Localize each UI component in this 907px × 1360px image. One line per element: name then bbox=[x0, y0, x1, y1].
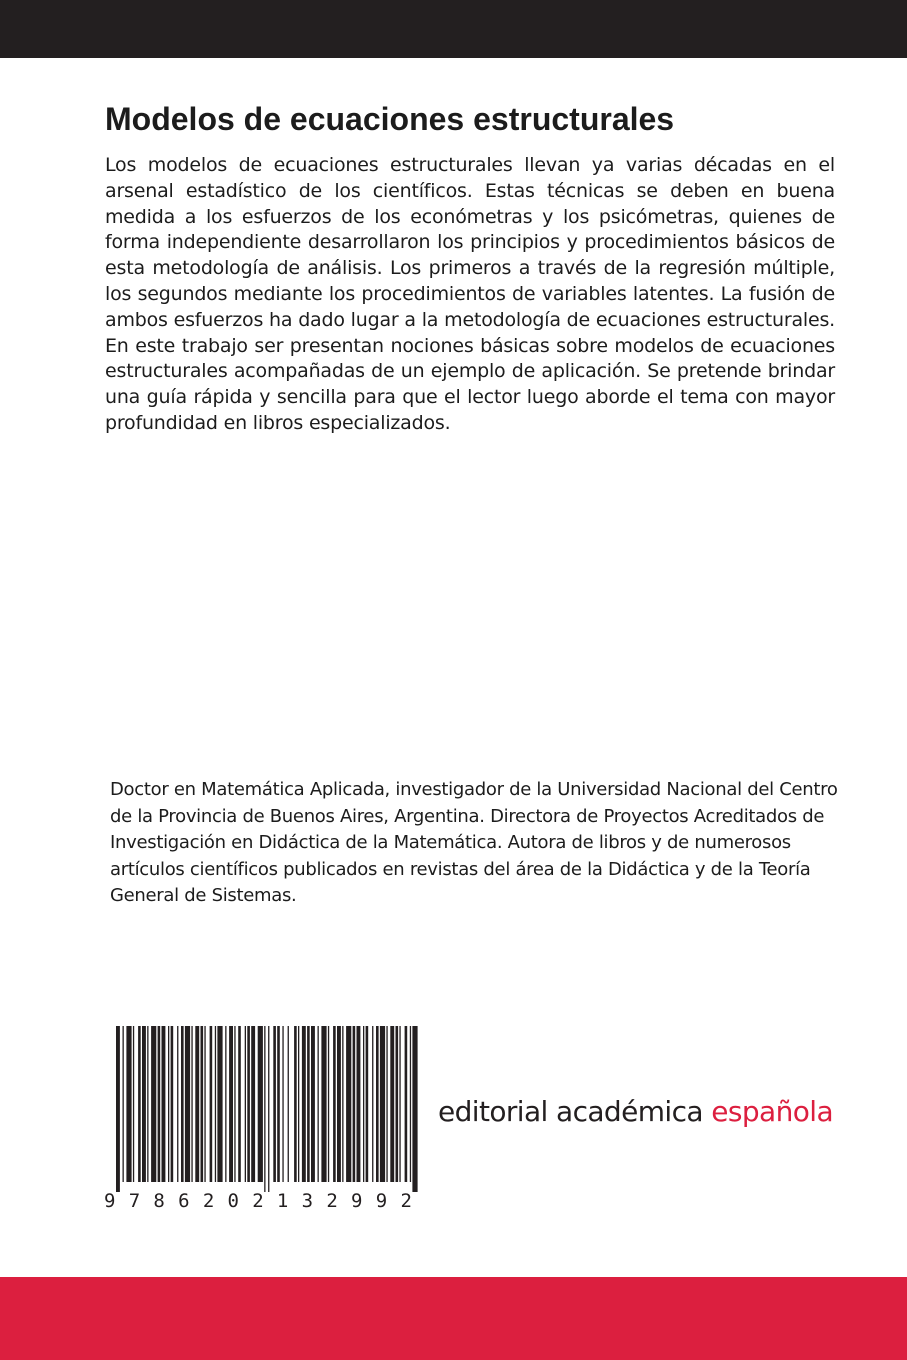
barcode-bar bbox=[126, 1026, 131, 1182]
isbn-digit: 7 bbox=[128, 1190, 141, 1212]
barcode-bar bbox=[405, 1026, 408, 1182]
barcode-bar bbox=[123, 1026, 124, 1182]
barcode-bar bbox=[158, 1026, 161, 1182]
barcode-bar bbox=[412, 1026, 417, 1192]
barcode-bar bbox=[210, 1026, 213, 1182]
barcode-bars-icon bbox=[100, 1020, 420, 1192]
publisher-name-accent: española bbox=[711, 1095, 834, 1128]
barcode-bar bbox=[217, 1026, 222, 1182]
publisher-name: editorial académica bbox=[438, 1095, 703, 1128]
isbn-digit: 2 bbox=[400, 1190, 412, 1212]
isbn-digit: 3 bbox=[301, 1190, 314, 1212]
barcode-bar bbox=[177, 1026, 178, 1182]
barcode-bar bbox=[168, 1026, 169, 1182]
barcode-bar bbox=[390, 1026, 394, 1182]
barcode-bar bbox=[162, 1026, 166, 1182]
barcode-bar bbox=[264, 1026, 265, 1192]
barcode-bar bbox=[251, 1026, 255, 1182]
bottom-red-band bbox=[0, 1277, 907, 1360]
barcode-bar bbox=[238, 1026, 241, 1182]
barcode-bar bbox=[185, 1026, 190, 1182]
barcode-bar bbox=[201, 1026, 204, 1182]
barcode-bar bbox=[386, 1026, 387, 1182]
isbn-digit: 2 bbox=[252, 1190, 264, 1212]
barcode-bar bbox=[138, 1026, 141, 1182]
isbn-digit: 2 bbox=[326, 1190, 338, 1212]
isbn-digit: 0 bbox=[227, 1190, 239, 1212]
barcode-bar bbox=[245, 1026, 246, 1182]
barcode-bar bbox=[171, 1026, 174, 1182]
isbn-number bbox=[100, 1190, 420, 1212]
barcode-bar bbox=[410, 1026, 411, 1182]
barcode-bar bbox=[225, 1026, 226, 1182]
barcode-bar bbox=[307, 1026, 310, 1182]
barcode-bar bbox=[142, 1026, 146, 1182]
barcode-bar bbox=[298, 1026, 299, 1182]
isbn-digit: 1 bbox=[276, 1190, 289, 1212]
barcode-bar bbox=[247, 1026, 250, 1182]
barcode-bar bbox=[294, 1026, 297, 1182]
barcode-bar bbox=[215, 1026, 216, 1182]
barcode-bar bbox=[328, 1026, 329, 1182]
barcode-bar bbox=[376, 1026, 379, 1182]
isbn-digit: 9 bbox=[351, 1190, 363, 1212]
barcode-bar bbox=[318, 1026, 319, 1182]
barcode-bar bbox=[147, 1026, 148, 1182]
barcode-bar bbox=[229, 1026, 233, 1182]
isbn-digit: 6 bbox=[178, 1190, 190, 1212]
barcode-bar bbox=[363, 1026, 364, 1182]
isbn-digit: 9 bbox=[104, 1190, 116, 1212]
barcode-bar bbox=[357, 1026, 361, 1182]
barcode-bar bbox=[321, 1026, 326, 1182]
barcode-bar bbox=[282, 1026, 283, 1182]
barcode-bar bbox=[195, 1026, 199, 1182]
barcode-bar bbox=[273, 1026, 276, 1182]
barcode-bar bbox=[366, 1026, 369, 1182]
barcode-bar bbox=[191, 1026, 192, 1182]
isbn-digit: 8 bbox=[153, 1190, 165, 1212]
barcode-bar bbox=[346, 1026, 351, 1182]
barcode-bar bbox=[311, 1026, 315, 1182]
barcode-bar bbox=[204, 1026, 205, 1182]
barcode-bar bbox=[268, 1026, 269, 1192]
barcode-bar bbox=[277, 1026, 280, 1182]
barcode-bar bbox=[234, 1026, 235, 1182]
barcode-bar bbox=[133, 1026, 134, 1182]
barcode-bar bbox=[302, 1026, 306, 1182]
barcode-bar bbox=[399, 1026, 400, 1182]
barcode-bar bbox=[333, 1026, 336, 1182]
top-dark-band bbox=[0, 0, 907, 58]
barcode-bar bbox=[151, 1026, 156, 1182]
author-bio: Doctor en Matemática Aplicada, investigador de la Universidad Nacional del Centro de la Provincia de Buenos Aires, Argentina. Directora de Proyectos Acreditados de Investigación en Didáctica de la Matemática. Autora de libros y de numerosos artículos científicos publicados en revistas del área de la Didáctica y de la Teoría General de Sistemas. bbox=[110, 779, 838, 906]
barcode-bar bbox=[342, 1026, 343, 1182]
barcode-bar bbox=[396, 1026, 399, 1182]
book-abstract: Los modelos de ecuaciones estructurales llevan ya varias décadas en el arsenal estadístico de los científicos. Estas técnicas se deben en buena medida a los esfuerzos de los económetras y los psicómetras, quienes de forma independiente desarrollaron los principios y procedimientos básicos de esta metodología de análisis. Los primeros a través de la regresión múltiple, los segundos mediante los procedimientos de variables latentes. La fusión de ambos esfuerzos ha dado lugar a la metodología de ecuaciones estructurales. En este trabajo ser presentan nociones básicas sobre modelos de ecuaciones estructurales acompañadas de un ejemplo de aplicación. Se pretende brindar una guía rápida y sencilla para que el lector luego aborde el tema con mayor profundidad en libros especializados. bbox=[105, 154, 835, 434]
isbn-digit: 9 bbox=[375, 1190, 388, 1212]
barcode-bar bbox=[372, 1026, 373, 1182]
isbn-barcode bbox=[100, 1020, 420, 1220]
book-title: Modelos de ecuaciones estructurales bbox=[105, 101, 675, 137]
barcode-bar bbox=[288, 1026, 289, 1182]
barcode-bar bbox=[380, 1026, 385, 1182]
isbn-digit: 2 bbox=[202, 1190, 215, 1212]
barcode-bar bbox=[181, 1026, 184, 1182]
publisher-logo bbox=[438, 1094, 833, 1130]
barcode-bar bbox=[258, 1026, 263, 1182]
barcode-bar bbox=[353, 1026, 356, 1182]
barcode-bar bbox=[116, 1026, 120, 1192]
barcode-bar bbox=[337, 1026, 341, 1182]
